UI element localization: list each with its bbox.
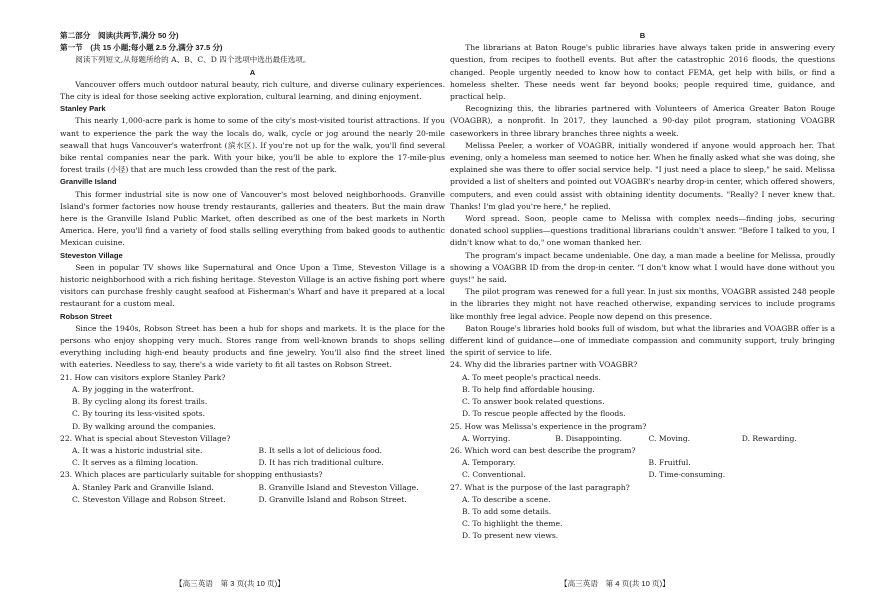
- answer-option: A. To describe a scene.: [462, 494, 551, 504]
- option-row: [60, 457, 445, 469]
- paragraph: This former industrial site is now one of Vancouver's most beloved neighborhoods. Granville Island's former factories now house trendy restaurants, galleries and theaters. But the main draw here is the Granville Island Public Market, often described as one of the best markets in North America. Here, you'll find a variety of food stalls selling everything from baked goods to authentic Mexican cuisine.: [60, 189, 445, 248]
- paragraph: Since the 1940s, Robson Street has been a hub for shops and markets. It is the place for the persons who enjoy shopping very much. Stores range from well-known brands to shops selling everything including high-end beauty products and fine jewelry. You'll also find the street lined with eateries. Needless to say, there's a wide variety to fit all tastes on Robson Street.: [60, 323, 445, 370]
- section-title: 第一节 (共 15 小题;每小题 2.5 分,满分 37.5 分): [60, 43, 223, 53]
- option-row: [60, 445, 445, 457]
- answer-option: D. To rescue people affected by the floods.: [462, 409, 626, 419]
- answer-option: B. By cycling along its forest trails.: [72, 397, 208, 407]
- answer-option: A. To meet people's practical needs.: [462, 372, 601, 382]
- instruction: 阅读下列短文,从每题所给的 A、B、C、D 四个选项中选出最佳选项。: [75, 55, 311, 65]
- answer-option: C. Steveston Village and Robson Street.: [72, 494, 226, 504]
- answer-option: B. It sells a lot of delicious food.: [258, 445, 383, 455]
- section-heading: Granville Island: [60, 177, 117, 187]
- question-stem: 22. What is special about Steveston Village?: [60, 433, 231, 443]
- question-stem: 27. What is the purpose of the last paragraph?: [450, 482, 630, 492]
- answer-option: D. To present new views.: [462, 531, 559, 541]
- answer-option: A. It was a historic industrial site.: [72, 445, 203, 455]
- right-page: [450, 30, 835, 543]
- question-stem: 23. Which places are particularly suitable for shopping enthusiasts?: [60, 470, 323, 480]
- answer-option: C. Conventional.: [462, 470, 526, 480]
- answer-option: B. Fruitful.: [648, 458, 691, 468]
- question-stem: 25. How was Melissa's experience in the program?: [450, 421, 647, 431]
- answer-option: C. To highlight the theme.: [462, 519, 563, 529]
- paragraph: The librarians at Baton Rouge's public libraries have always taken pride in answering every question, from recipes to foothell events. But after the catastrophic 2016 floods, the questions changed. People urgently needed to know how to contact FEMA, get help with bills, or find a homeless shelter. These needs went far beyond books; people required time, guidance, and practical help.: [450, 43, 835, 102]
- footer-right: 【高三英语 第 4 页(共 10 页)】: [560, 579, 670, 588]
- answer-option: D. Granville Island and Robson Street.: [258, 494, 407, 504]
- answer-option: D. Time-consuming.: [648, 470, 726, 480]
- part-title: 第二部分 阅读(共两节,满分 50 分): [60, 31, 179, 40]
- answer-option: A. By jogging in the waterfront.: [72, 384, 194, 394]
- questions-24-27: [450, 359, 835, 542]
- questions-21-23: [60, 372, 445, 506]
- answer-option: B. Disappointing.: [555, 433, 622, 443]
- passage-a-label: A: [249, 67, 256, 77]
- answer-option: D. Rewarding.: [741, 433, 797, 443]
- answer-option: C. It serves as a filming location.: [72, 458, 199, 468]
- answer-option: B. Granville Island and Steveston Village.: [258, 482, 419, 492]
- question-stem: 26. Which word can best describe the program?: [450, 445, 636, 455]
- answer-option: A. Temporary.: [462, 458, 516, 468]
- section-heading: Stanley Park: [60, 104, 106, 114]
- option-row: [60, 482, 445, 494]
- question-stem: 21. How can visitors explore Stanley Park?: [60, 372, 226, 382]
- paragraph: Word spread. Soon, people came to Melissa with complex needs—finding jobs, securing donated school supplies—questions traditional librarians couldn't answer. "Before I talked to you, I didn't know what to do," one woman thanked her.: [450, 214, 835, 248]
- paragraph: Seen in popular TV shows like Supernatural and Once Upon a Time, Steveston Village is a historic neighborhood with a rich fishing heritage. Steveston Village is an active fishing port where visitors can purchase freshly caught seafood at Fisherman's Wharf and have it prepared at a local restaurant for a custom meal.: [60, 262, 445, 309]
- section-heading: Robson Street: [60, 311, 112, 321]
- paragraph: Baton Rouge's libraries hold books full of wisdom, but what the libraries and VOAGBR offer is a different kind of guidance—one of immediate compassion and community support, truly bringing the spirit of service to life.: [450, 323, 835, 358]
- section-heading: Steveston Village: [60, 250, 123, 260]
- option-row: [450, 433, 835, 445]
- question-stem: 24. Why did the libraries partner with VOAGBR?: [450, 360, 638, 370]
- paragraph: The program's impact became undeniable. One day, a man made a beeline for Melissa, proudly showing a VOAGBR ID from the drop-in center. "I don't know what I would have done without you guys!" he said.: [450, 250, 835, 285]
- paragraph: Recognizing this, the libraries partnered with Volunteers of America Greater Baton Rouge (VOAGBR), a nonprofit. In 2017, they launched a 90-day pilot program, stationing VOAGBR caseworkers in three library branches three nights a week.: [450, 104, 835, 138]
- answer-option: D. By walking around the companies.: [72, 421, 216, 431]
- paragraph: Vancouver offers much outdoor natural beauty, rich culture, and diverse culinary experiences. The city is ideal for those seeking active exploration, cultural learning, and dining enjoyment.: [60, 79, 445, 102]
- answer-option: C. Moving.: [648, 433, 691, 443]
- passage-a-body: [60, 79, 445, 372]
- paragraph: The pilot program was renewed for a full year. In just six months, VOAGBR assisted 248 people in the libraries they might not have reached otherwise, expanding services to include programs like monthly free legal advice. People now depend on this presence.: [450, 287, 835, 321]
- answer-option: C. To answer book related questions.: [462, 397, 605, 407]
- option-row: [60, 494, 445, 506]
- paragraph: This nearly 1,000-acre park is home to some of the city's most-visited tourist attractions. If you want to experience the park the way the locals do, walk, cycle or jog around the nearly 20-mile seawall that hugs Vancouver's waterfront (滨水区). If you're not up for the walk, you'll find several bike rental companies near the park. With your bike, you'll be able to explore the 17-mile-plus forest trails (小径) that are much less crowded than the rest of the park.: [60, 116, 445, 175]
- answer-option: B. To help find affordable housing.: [462, 384, 595, 394]
- passage-b-body: [450, 42, 835, 359]
- left-page: [60, 30, 445, 506]
- passage-b-label: B: [639, 31, 646, 40]
- answer-option: D. It has rich traditional culture.: [258, 458, 384, 468]
- answer-option: C. By touring its less-visited spots.: [72, 409, 206, 419]
- answer-option: A. Stanley Park and Granville Island.: [72, 482, 214, 492]
- answer-option: B. To add some details.: [462, 506, 552, 516]
- footer-left: 【高三英语 第 3 页(共 10 页)】: [175, 579, 285, 588]
- option-row: [450, 469, 835, 481]
- answer-option: A. Worrying.: [462, 433, 511, 443]
- paragraph: Melissa Peeler, a worker of VOAGBR, initially wondered if anyone would approach her. That evening, only a homeless man seemed to notice her. When he finally asked what she was doing, she explained she was there to offer social service help. "I just need a place to sleep," he said. Melissa provided a list of shelters and pointed out VOAGBR's nearby drop-in center, which offered showers, computers, and even could assist with obtaining identity documents. "Really? I never knew that. Thanks! I'm glad you're here," he replied.: [450, 140, 835, 211]
- option-row: [450, 457, 835, 469]
